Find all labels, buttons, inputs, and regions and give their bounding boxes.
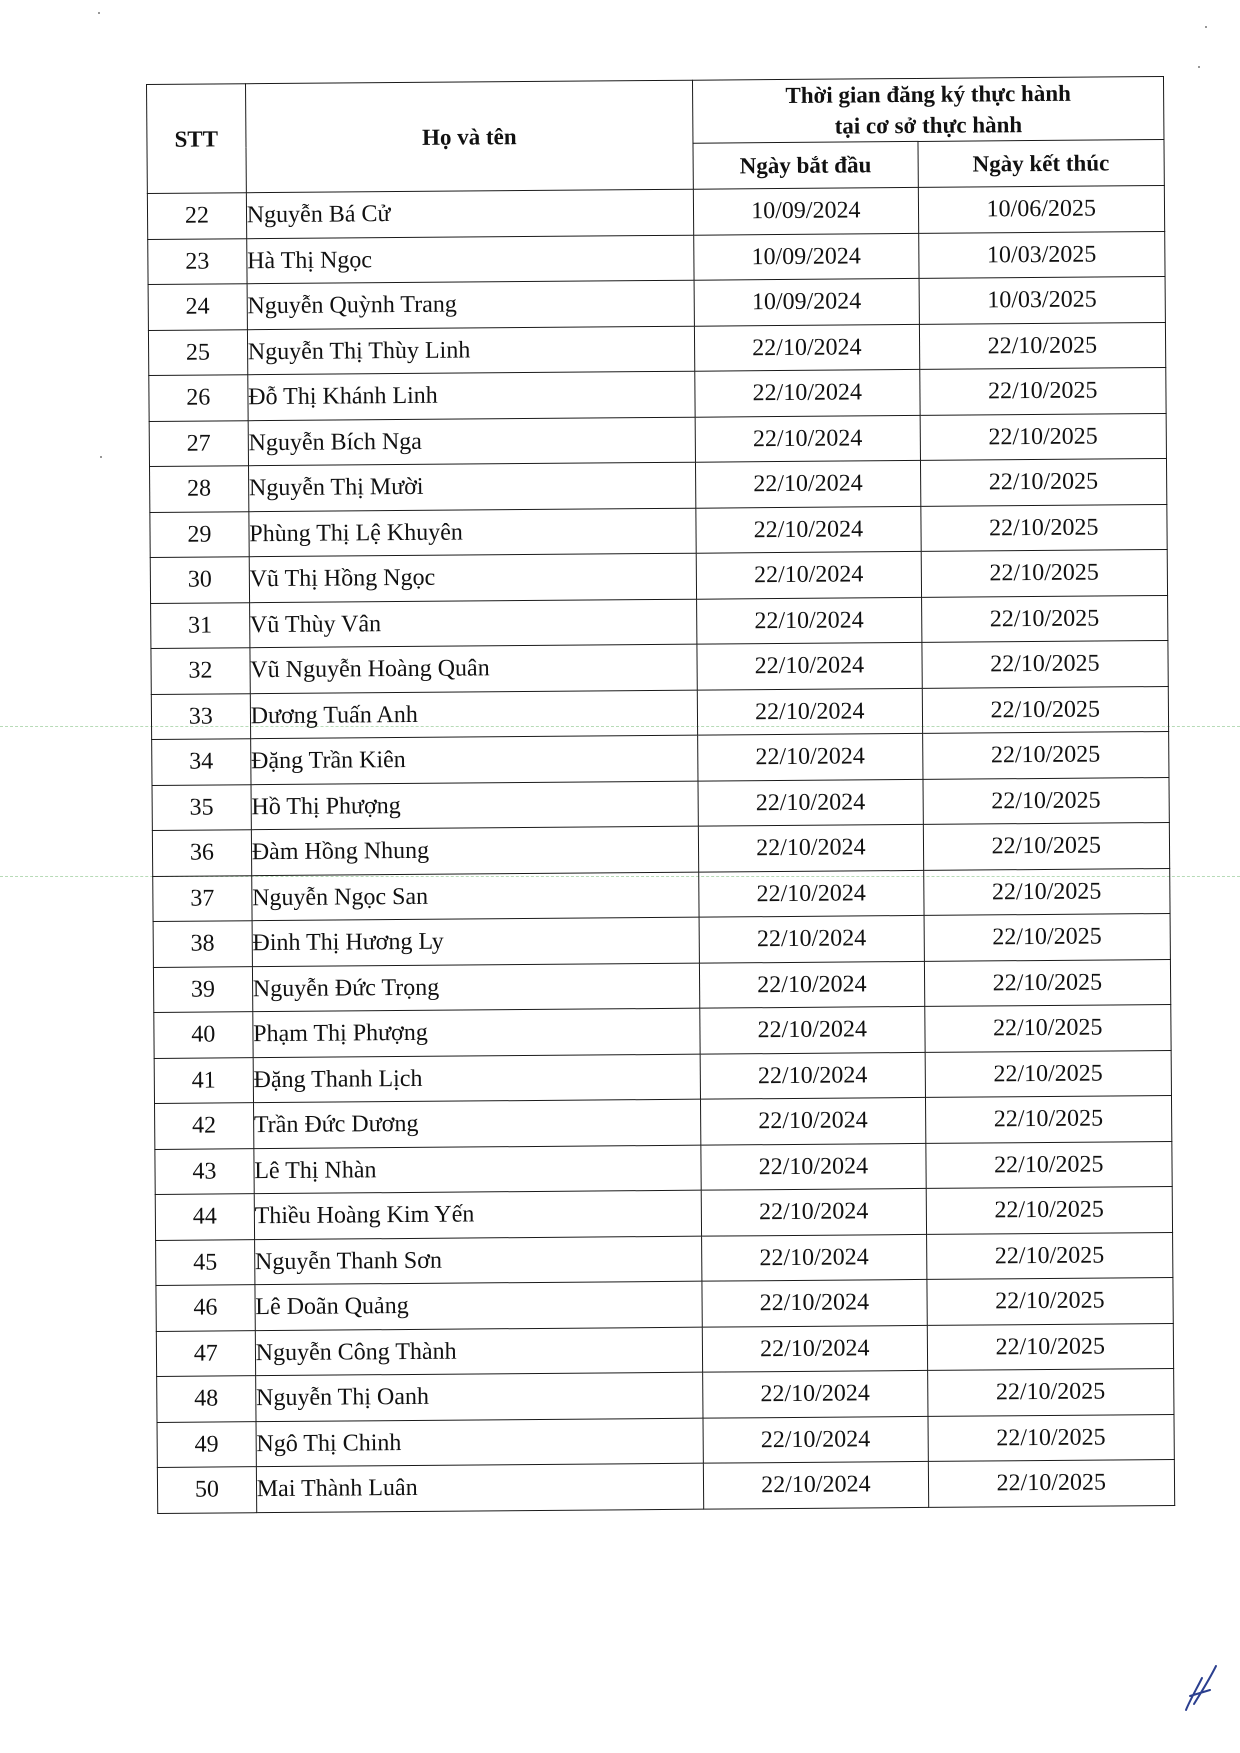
row-start-date: 22/10/2024 <box>697 597 922 644</box>
row-start-date: 22/10/2024 <box>696 460 921 507</box>
row-stt: 29 <box>150 511 249 557</box>
row-end-date: 22/10/2025 <box>921 549 1168 596</box>
row-end-date: 22/10/2025 <box>924 959 1171 1006</box>
row-stt: 46 <box>156 1285 255 1331</box>
row-name: Vũ Thị Hồng Ngọc <box>249 553 697 602</box>
table-row <box>156 1323 1173 1376</box>
row-end-date: 22/10/2025 <box>923 822 1170 869</box>
row-start-date: 22/10/2024 <box>700 1052 925 1099</box>
header-group-line-1: Thời gian đăng ký thực hành <box>785 80 1071 108</box>
scan-speck <box>98 12 100 14</box>
row-start-date: 22/10/2024 <box>702 1234 927 1281</box>
row-stt: 24 <box>148 284 247 330</box>
row-end-date: 22/10/2025 <box>928 1459 1175 1506</box>
practice-registration-table <box>146 76 1175 1513</box>
row-name: Lê Thị Nhàn <box>254 1145 702 1194</box>
row-name: Đặng Thanh Lịch <box>253 1054 701 1103</box>
row-end-date: 22/10/2025 <box>919 322 1166 369</box>
table-row <box>156 1232 1173 1285</box>
table-row <box>153 959 1170 1012</box>
row-end-date: 22/10/2025 <box>921 640 1168 687</box>
row-end-date: 22/10/2025 <box>923 777 1170 824</box>
row-stt: 33 <box>151 693 250 739</box>
row-stt: 32 <box>151 648 250 694</box>
row-start-date: 22/10/2024 <box>699 870 924 917</box>
table-body <box>147 186 1174 1513</box>
table-row <box>154 1050 1171 1103</box>
table-row <box>148 322 1165 375</box>
row-name: Nguyễn Bích Nga <box>248 417 696 466</box>
table-row <box>152 731 1169 784</box>
header-group-line-2: tại cơ sở thực hành <box>834 112 1023 139</box>
row-name: Đỗ Thị Khánh Linh <box>248 371 696 420</box>
row-start-date: 22/10/2024 <box>695 324 920 371</box>
table-row <box>150 549 1167 602</box>
scan-speck <box>1198 66 1200 68</box>
row-end-date: 22/10/2025 <box>922 686 1169 733</box>
table-row <box>156 1277 1173 1330</box>
row-name: Thiều Hoàng Kim Yến <box>254 1190 702 1239</box>
row-name: Nguyễn Quỳnh Trang <box>247 280 695 329</box>
row-stt: 31 <box>151 602 250 648</box>
row-start-date: 22/10/2024 <box>695 369 920 416</box>
row-name: Đinh Thị Hương Ly <box>252 917 700 966</box>
row-start-date: 10/09/2024 <box>693 187 918 234</box>
row-name: Phùng Thị Lệ Khuyên <box>249 508 697 557</box>
row-end-date: 22/10/2025 <box>927 1368 1174 1415</box>
row-start-date: 22/10/2024 <box>695 415 920 462</box>
row-stt: 35 <box>152 784 251 830</box>
table-row <box>151 686 1168 739</box>
row-end-date: 22/10/2025 <box>919 367 1166 414</box>
row-end-date: 22/10/2025 <box>925 1095 1172 1142</box>
row-start-date: 10/09/2024 <box>694 233 919 280</box>
scan-speck <box>100 456 102 458</box>
row-name: Vũ Nguyễn Hoàng Quân <box>250 644 698 693</box>
row-end-date: 22/10/2025 <box>920 413 1167 460</box>
table-row <box>155 1095 1172 1148</box>
row-name: Vũ Thùy Vân <box>249 599 697 648</box>
table-row <box>150 504 1167 557</box>
row-stt: 25 <box>148 329 247 375</box>
row-name: Dương Tuấn Anh <box>250 690 698 739</box>
row-stt: 27 <box>149 420 248 466</box>
row-start-date: 10/09/2024 <box>694 278 919 325</box>
table-row <box>157 1459 1174 1512</box>
row-name: Nguyễn Thị Oanh <box>255 1372 703 1421</box>
row-name: Đặng Trần Kiên <box>250 735 698 784</box>
table-row <box>152 822 1169 875</box>
row-name: Nguyễn Công Thành <box>255 1327 703 1376</box>
row-name: Nguyễn Ngọc San <box>251 872 699 921</box>
row-stt: 34 <box>152 739 251 785</box>
row-name: Nguyễn Đức Trọng <box>252 963 700 1012</box>
row-end-date: 22/10/2025 <box>920 504 1167 551</box>
row-stt: 28 <box>150 466 249 512</box>
row-name: Hà Thị Ngọc <box>246 235 694 284</box>
row-name: Nguyễn Thanh Sơn <box>254 1236 702 1285</box>
row-stt: 42 <box>155 1103 254 1149</box>
row-start-date: 22/10/2024 <box>697 688 922 735</box>
table-row <box>153 913 1170 966</box>
row-stt: 44 <box>155 1194 254 1240</box>
row-start-date: 22/10/2024 <box>702 1279 927 1326</box>
table-row <box>152 777 1169 830</box>
row-stt: 49 <box>157 1421 256 1467</box>
row-name: Đàm Hồng Nhung <box>251 826 699 875</box>
table-row <box>148 231 1165 284</box>
row-end-date: 22/10/2025 <box>922 731 1169 778</box>
row-start-date: 22/10/2024 <box>700 961 925 1008</box>
row-end-date: 22/10/2025 <box>923 868 1170 915</box>
row-end-date: 22/10/2025 <box>926 1232 1173 1279</box>
row-start-date: 22/10/2024 <box>698 733 923 780</box>
row-end-date: 22/10/2025 <box>924 1004 1171 1051</box>
row-start-date: 22/10/2024 <box>703 1461 928 1508</box>
row-end-date: 22/10/2025 <box>925 1050 1172 1097</box>
header-stt: STT <box>147 84 247 194</box>
row-start-date: 22/10/2024 <box>696 551 921 598</box>
row-stt: 45 <box>156 1239 255 1285</box>
row-name: Hồ Thị Phượng <box>251 781 699 830</box>
table-row <box>151 595 1168 648</box>
row-name: Nguyễn Thị Thùy Linh <box>247 326 695 375</box>
row-stt: 43 <box>155 1148 254 1194</box>
row-start-date: 22/10/2024 <box>698 779 923 826</box>
table-row <box>149 367 1166 420</box>
row-end-date: 22/10/2025 <box>926 1277 1173 1324</box>
table-row <box>153 868 1170 921</box>
row-start-date: 22/10/2024 <box>699 915 924 962</box>
row-start-date: 22/10/2024 <box>702 1325 927 1372</box>
row-name: Phạm Thị Phượng <box>253 1008 701 1057</box>
row-end-date: 22/10/2025 <box>920 458 1167 505</box>
row-stt: 48 <box>157 1376 256 1422</box>
row-start-date: 22/10/2024 <box>700 1006 925 1053</box>
row-start-date: 22/10/2024 <box>703 1370 928 1417</box>
row-stt: 30 <box>150 557 249 603</box>
table-row <box>150 458 1167 511</box>
table-row <box>155 1141 1172 1194</box>
row-stt: 36 <box>152 830 251 876</box>
row-end-date: 22/10/2025 <box>924 913 1171 960</box>
row-start-date: 22/10/2024 <box>701 1143 926 1190</box>
table-row <box>149 413 1166 466</box>
table-row <box>157 1414 1174 1467</box>
table-row <box>157 1368 1174 1421</box>
row-stt: 37 <box>153 875 252 921</box>
scan-speck <box>1205 26 1207 28</box>
row-start-date: 22/10/2024 <box>698 824 923 871</box>
row-end-date: 22/10/2025 <box>928 1414 1175 1461</box>
row-start-date: 22/10/2024 <box>697 642 922 689</box>
row-start-date: 22/10/2024 <box>703 1416 928 1463</box>
table-row <box>151 640 1168 693</box>
row-start-date: 22/10/2024 <box>701 1097 926 1144</box>
row-name: Mai Thành Luân <box>256 1463 704 1512</box>
row-start-date: 22/10/2024 <box>701 1188 926 1235</box>
row-stt: 26 <box>149 375 248 421</box>
row-end-date: 22/10/2025 <box>925 1141 1172 1188</box>
row-end-date: 10/03/2025 <box>919 277 1166 324</box>
row-name: Lê Doãn Quảng <box>255 1281 703 1330</box>
row-stt: 22 <box>147 193 246 239</box>
row-start-date: 22/10/2024 <box>696 506 921 553</box>
row-end-date: 22/10/2025 <box>926 1186 1173 1233</box>
row-stt: 47 <box>156 1330 255 1376</box>
initials-signature-icon <box>1180 1660 1224 1716</box>
table-header <box>147 77 1165 194</box>
header-registration-period <box>693 77 1164 144</box>
row-name: Ngô Thị Chinh <box>256 1418 704 1467</box>
row-stt: 38 <box>153 921 252 967</box>
row-end-date: 10/03/2025 <box>918 231 1165 278</box>
row-end-date: 10/06/2025 <box>918 186 1165 233</box>
table-row <box>147 186 1164 239</box>
row-end-date: 22/10/2025 <box>927 1323 1174 1370</box>
row-stt: 50 <box>157 1467 256 1513</box>
row-stt: 23 <box>148 238 247 284</box>
row-stt: 40 <box>154 1012 253 1058</box>
row-stt: 39 <box>153 966 252 1012</box>
row-stt: 41 <box>154 1057 253 1103</box>
table-row <box>148 277 1165 330</box>
header-end-date: Ngày kết thúc <box>918 140 1165 188</box>
header-name: Họ và tên <box>245 80 693 193</box>
header-start-date: Ngày bắt đầu <box>693 141 918 189</box>
table-row <box>154 1004 1171 1057</box>
row-end-date: 22/10/2025 <box>921 595 1168 642</box>
row-name: Nguyễn Thị Mười <box>248 462 696 511</box>
row-name: Nguyễn Bá Cử <box>246 189 694 238</box>
row-name: Trần Đức Dương <box>253 1099 701 1148</box>
table-row <box>155 1186 1172 1239</box>
